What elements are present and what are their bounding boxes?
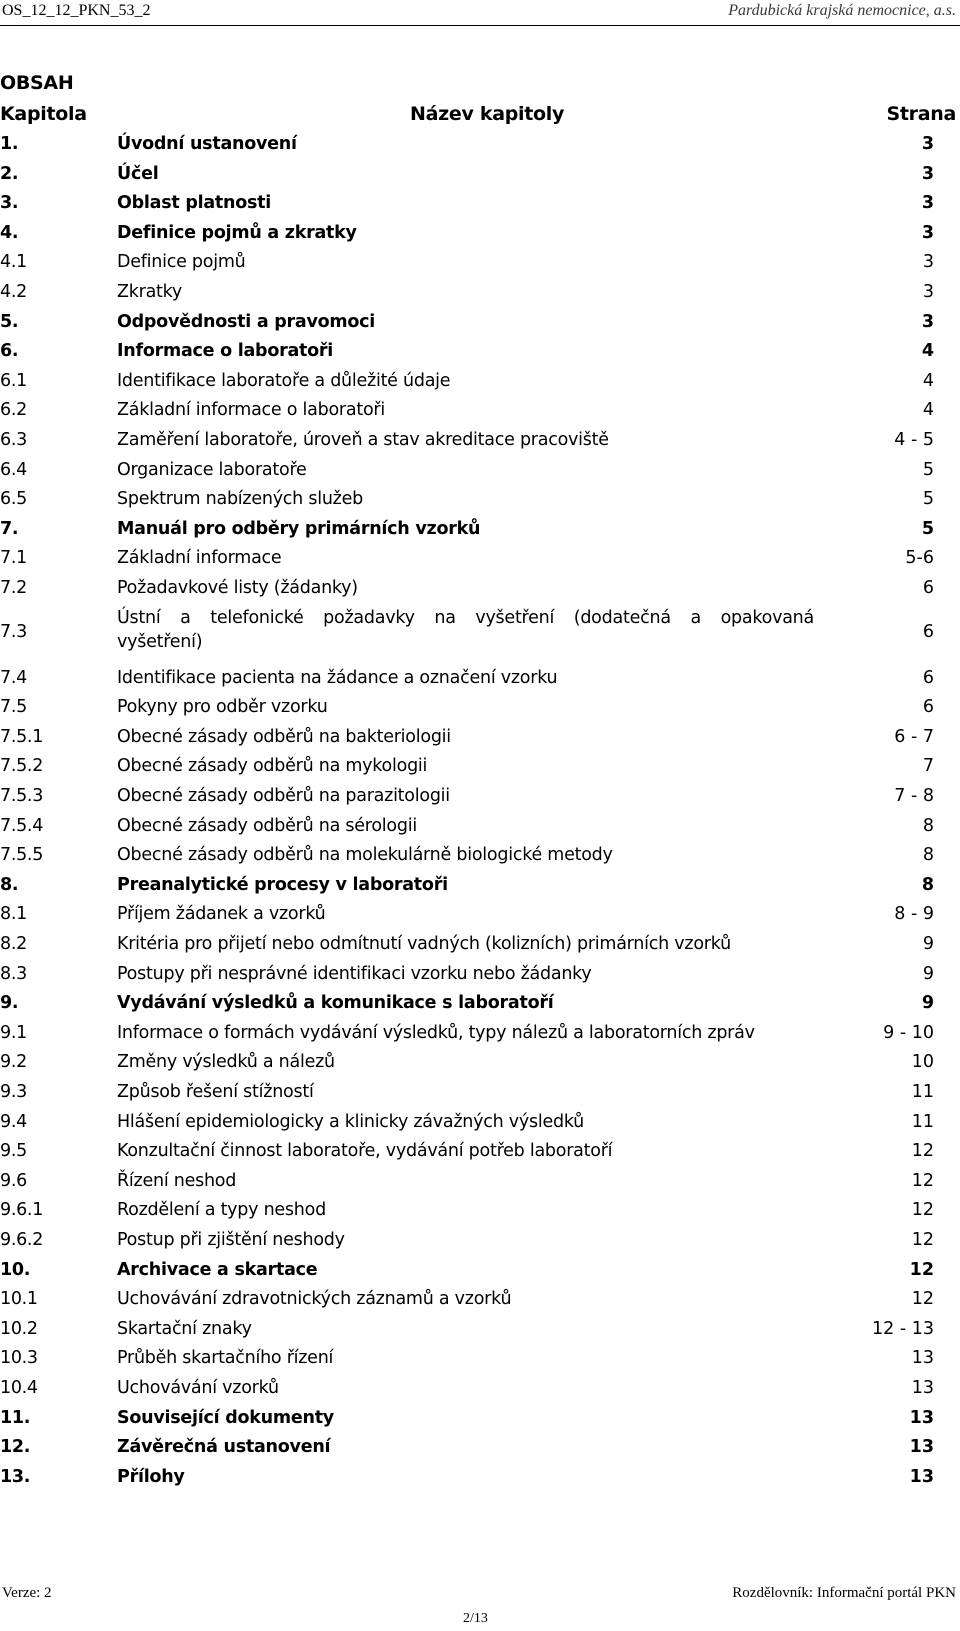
toc-page-number: 12 - 13: [872, 1318, 934, 1339]
toc-chapter-number: 6.1: [0, 370, 27, 391]
toc-page-number: 9: [922, 934, 934, 954]
toc-row: [0, 902, 960, 932]
toc-row: [0, 191, 960, 221]
toc-page-number: 8: [921, 874, 934, 895]
toc-chapter-title: Závěrečná ustanovení: [117, 1437, 331, 1458]
toc-row: [0, 1050, 960, 1080]
toc-chapter-number: 9.2: [0, 1052, 27, 1073]
toc-row: [0, 1258, 960, 1288]
toc-chapter-number: 7.: [0, 518, 19, 539]
toc-page-number: 13: [911, 1378, 934, 1398]
toc-chapter-number: 10.2: [0, 1318, 38, 1339]
toc-row: [0, 428, 960, 458]
toc-chapter-title: Úvodní ustanovení: [117, 134, 297, 154]
toc-chapter-title: Způsob řešení stížností: [117, 1082, 314, 1102]
toc-row: [0, 369, 960, 399]
toc-page-number: 13: [909, 1466, 934, 1487]
toc-page-number: 12: [911, 1200, 934, 1221]
toc-row: [0, 1376, 960, 1406]
toc-page-number: 3: [921, 193, 934, 214]
toc-chapter-title: Hlášení epidemiologicky a klinicky závažných výsledků: [117, 1111, 585, 1132]
toc-page-number: 13: [909, 1437, 934, 1458]
toc-heading: OBSAH: [0, 72, 74, 94]
toc-chapter-title: Obecné zásady odběrů na sérologii: [117, 815, 417, 836]
toc-chapter-title: Informace o laboratoři: [117, 341, 334, 362]
toc-chapter-number: 6.2: [0, 400, 27, 421]
toc-page-number: 7 - 8: [894, 786, 934, 806]
toc-chapter-title: Požadavkové listy (žádanky): [117, 578, 358, 598]
toc-chapter-title: Změny výsledků a nálezů: [117, 1052, 335, 1073]
toc-row: [0, 1139, 960, 1169]
toc-chapter-number: 9.4: [0, 1111, 27, 1132]
toc-page-number: 3: [921, 311, 934, 332]
toc-page-number: 12: [909, 1259, 934, 1280]
toc-chapter-title: Preanalytické procesy v laboratoři: [117, 874, 448, 895]
toc-row: [0, 576, 960, 606]
toc-page-number: 3: [921, 222, 934, 243]
toc-chapter-title: Definice pojmů: [117, 252, 246, 273]
toc-chapter-title: Definice pojmů a zkratky: [117, 222, 357, 243]
toc-page-number: 12: [911, 1230, 934, 1250]
toc-page-number: 4: [921, 341, 934, 362]
toc-chapter-number: 6.: [0, 341, 19, 362]
toc-chapter-title: Související dokumenty: [117, 1407, 334, 1428]
toc-chapter-title: Kritéria pro přijetí nebo odmítnutí vadných (kolizních) primárních vzorků: [117, 934, 731, 954]
toc-page-number: 11: [911, 1111, 934, 1132]
toc-chapter-title: Řízení neshod: [117, 1170, 237, 1191]
toc-chapter-title: Archivace a skartace: [117, 1259, 318, 1280]
toc-chapter-number: 9.3: [0, 1082, 27, 1102]
toc-chapter-title: Organizace laboratoře: [117, 459, 307, 480]
toc-page-number: 5: [921, 518, 934, 539]
toc-chapter-title: Obecné zásady odběrů na parazitologii: [117, 786, 450, 806]
toc-row: [0, 1169, 960, 1199]
toc-row: [0, 250, 960, 280]
toc-chapter-title: Obecné zásady odběrů na bakteriologii: [117, 726, 451, 747]
toc-row: [0, 1435, 960, 1465]
toc-chapter-number: 10.4: [0, 1378, 38, 1398]
toc-chapter-number: 6.3: [0, 430, 27, 450]
toc-chapter-number: 9.6.2: [0, 1230, 44, 1250]
column-header-title: Název kapitoly: [410, 103, 565, 125]
toc-row: [0, 1110, 960, 1140]
toc-chapter-title: Skartační znaky: [117, 1318, 252, 1339]
toc-page-number: 12: [911, 1289, 934, 1310]
toc-chapter-title: Odpovědnosti a pravomoci: [117, 311, 376, 332]
column-header-page: Strana: [886, 103, 956, 125]
toc-chapter-number: 7.5.5: [0, 845, 44, 866]
toc-chapter-number: 10.3: [0, 1348, 38, 1369]
toc-row: [0, 666, 960, 696]
toc-chapter-number: 7.5.4: [0, 815, 44, 836]
toc-chapter-title: Oblast platnosti: [117, 193, 272, 214]
toc-page-number: 3: [921, 134, 934, 154]
toc-row: [0, 1080, 960, 1110]
toc-chapter-number: 9.1: [0, 1022, 27, 1043]
version-label: Verze: 2: [2, 1585, 52, 1601]
toc-chapter-number: 10.1: [0, 1289, 38, 1310]
toc-page-number: 9: [922, 963, 934, 984]
toc-chapter-title: Rozdělení a typy neshod: [117, 1200, 326, 1221]
toc-chapter-title: Identifikace pacienta na žádance a označení vzorku: [117, 667, 558, 688]
toc-chapter-number: 9.6.1: [0, 1200, 44, 1221]
toc-chapter-title: Uchovávání vzorků: [117, 1378, 279, 1398]
toc-row: [0, 1346, 960, 1376]
toc-chapter-number: 9.: [0, 993, 19, 1014]
toc-row: [0, 991, 960, 1021]
toc-chapter-number: 7.5: [0, 697, 27, 718]
toc-chapter-number: 7.5.2: [0, 756, 44, 777]
toc-page-number: 6: [922, 697, 934, 718]
toc-chapter-title: Manuál pro odběry primárních vzorků: [117, 518, 481, 539]
toc-row: [0, 962, 960, 992]
toc-page-number: 8: [922, 815, 934, 836]
toc-page-number: 6 - 7: [894, 726, 934, 747]
toc-page-number: 4: [922, 370, 934, 391]
toc-row: [0, 784, 960, 814]
toc-page-number: 9: [921, 993, 934, 1014]
toc-row: [0, 814, 960, 844]
toc-chapter-title: Základní informace o laboratoři: [117, 400, 385, 421]
toc-row: [0, 1198, 960, 1228]
distribution-label: Rozdělovník: Informační portál PKN: [732, 1585, 956, 1601]
toc-row: [0, 1287, 960, 1317]
toc-page-number: 10: [911, 1052, 934, 1073]
toc-chapter-number: 5.: [0, 311, 19, 332]
toc-chapter-number: 7.5.3: [0, 786, 44, 806]
toc-chapter-title: Příjem žádanek a vzorků: [117, 904, 326, 925]
toc-chapter-title: Účel: [117, 163, 159, 184]
toc-row: [0, 546, 960, 576]
toc-page-number: 12: [911, 1141, 934, 1162]
toc-page-number: 3: [921, 163, 934, 184]
toc-chapter-number: 3.: [0, 193, 19, 214]
toc-row: [0, 517, 960, 547]
toc-chapter-title: Základní informace: [117, 548, 282, 569]
toc-row: [0, 339, 960, 369]
toc-page-number: 5: [922, 489, 934, 510]
toc-page-number: 5: [922, 459, 934, 480]
toc-chapter-number: 7.5.1: [0, 726, 44, 747]
toc-chapter-number: 4.2: [0, 282, 27, 302]
toc-page-number: 6: [922, 667, 934, 688]
toc-chapter-title: Zaměření laboratoře, úroveň a stav akreditace pracoviště: [117, 430, 609, 450]
toc-chapter-number: 8.2: [0, 934, 27, 954]
toc-page-number: 12: [911, 1170, 934, 1191]
toc-row: [0, 398, 960, 428]
toc-row: [0, 873, 960, 903]
toc-chapter-number: 13.: [0, 1466, 31, 1487]
toc-page-number: 13: [909, 1407, 934, 1428]
toc-page-number: 9 - 10: [883, 1022, 934, 1043]
column-header-chapter: Kapitola: [0, 103, 87, 125]
toc-chapter-title: Obecné zásady odběrů na molekulárně biologické metody: [117, 845, 613, 866]
toc-row: [0, 1465, 960, 1495]
toc-row: [0, 843, 960, 873]
toc-chapter-number: 9.6: [0, 1170, 27, 1191]
toc-page-number: 7: [922, 756, 934, 777]
toc-page-number: 4: [922, 400, 934, 421]
toc-page-number: 8 - 9: [894, 904, 934, 925]
toc-chapter-number: 6.5: [0, 489, 27, 510]
toc-chapter-number: 6.4: [0, 459, 27, 480]
toc-chapter-title: Informace o formách vydávání výsledků, typy nálezů a laboratorních zpráv: [117, 1022, 755, 1043]
toc-chapter-number: 12.: [0, 1437, 31, 1458]
toc-page-number: 4 - 5: [894, 430, 934, 450]
toc-page-number: 8: [922, 845, 934, 866]
organization-name: Pardubická krajská nemocnice, a.s.: [728, 2, 956, 19]
toc-chapter-title: Spektrum nabízených služeb: [117, 489, 363, 510]
toc-row: [0, 280, 960, 310]
toc-chapter-title: Zkratky: [117, 282, 183, 302]
page-header: [0, 0, 960, 26]
toc-chapter-number: 4.1: [0, 252, 27, 273]
toc-row: [0, 754, 960, 784]
toc-chapter-title: Obecné zásady odběrů na mykologii: [117, 756, 428, 777]
toc-page-number: 3: [922, 252, 934, 273]
toc-row: [0, 695, 960, 725]
document-code: OS_12_12_PKN_53_2: [2, 2, 151, 19]
toc-chapter-title: Identifikace laboratoře a důležité údaje: [117, 370, 451, 391]
toc-chapter-number: 7.3: [0, 621, 27, 642]
toc-chapter-title: Ústní a telefonické požadavky na vyšetření (dodatečná a opakovaná vyšetření): [117, 607, 814, 652]
toc-chapter-number: 1.: [0, 134, 19, 154]
toc-page-number: 3: [922, 282, 934, 302]
toc-chapter-title: Postup při zjištění neshody: [117, 1230, 345, 1250]
toc-row: [0, 458, 960, 488]
toc-chapter-number: 10.: [0, 1259, 31, 1280]
toc-row: [0, 1406, 960, 1436]
toc-chapter-number: 2.: [0, 163, 19, 184]
toc-row: [0, 162, 960, 192]
toc-chapter-number: 7.4: [0, 667, 27, 688]
toc-page-number: 11: [911, 1082, 934, 1102]
toc-row: [0, 932, 960, 962]
toc-row: [0, 310, 960, 340]
toc-row: [0, 606, 960, 666]
toc-chapter-number: 11.: [0, 1407, 31, 1428]
toc-page-number: 6: [922, 621, 934, 642]
toc-chapter-title: Konzultační činnost laboratoře, vydávání potřeb laboratoří: [117, 1141, 613, 1162]
toc-page-number: 6: [922, 578, 934, 598]
toc-chapter-number: 8.3: [0, 963, 27, 984]
toc-chapter-number: 7.2: [0, 578, 27, 598]
toc-row: [0, 487, 960, 517]
toc-chapter-title: Uchovávání zdravotnických záznamů a vzorků: [117, 1289, 512, 1310]
toc-page-number: 5-6: [905, 548, 934, 569]
toc-chapter-number: 8.1: [0, 904, 27, 925]
toc-page-number: 13: [911, 1348, 934, 1369]
toc-chapter-title: Postupy při nesprávné identifikaci vzorku nebo žádanky: [117, 963, 592, 984]
toc-chapter-number: 9.5: [0, 1141, 27, 1162]
toc-chapter-title: Pokyny pro odběr vzorku: [117, 697, 328, 718]
toc-chapter-number: 7.1: [0, 548, 27, 569]
toc-chapter-title: Vydávání výsledků a komunikace s laboratoří: [117, 993, 554, 1014]
toc-row: [0, 1021, 960, 1051]
toc-chapter-number: 8.: [0, 874, 19, 895]
toc-chapter-number: 4.: [0, 222, 19, 243]
toc-chapter-title: Přílohy: [117, 1466, 185, 1487]
toc-chapter-title: Průběh skartačního řízení: [117, 1348, 334, 1369]
page-number: 2/13: [463, 1611, 488, 1626]
toc-row: [0, 1228, 960, 1258]
toc-row: [0, 132, 960, 162]
toc-row: [0, 1317, 960, 1347]
toc-row: [0, 725, 960, 755]
toc-row: [0, 221, 960, 251]
